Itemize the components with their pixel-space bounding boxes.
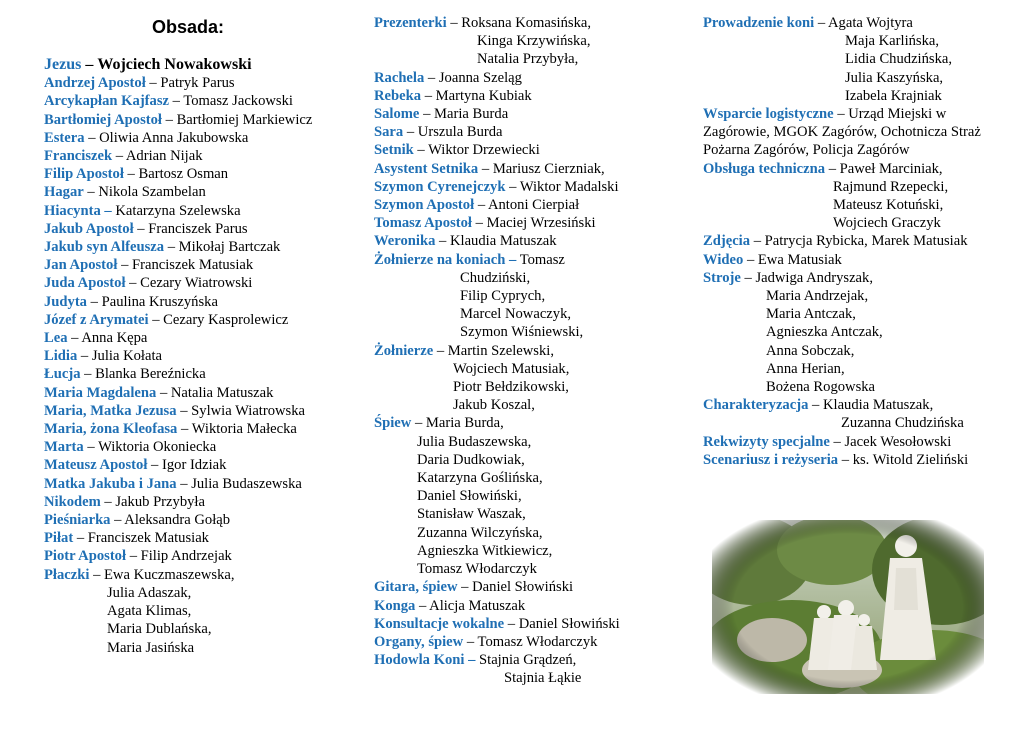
cast-entry: Marta – Wiktoria Okoniecka [44, 439, 217, 456]
cast-entry: Lea – Anna Kępa [44, 330, 148, 347]
cast-entry: Lidia – Julia Kołata [44, 348, 162, 365]
cast-continuation: Julia Adaszak, [107, 584, 192, 601]
cast-continuation: Agata Klimas, [107, 603, 192, 620]
cast-continuation: Stanisław Waszak, [417, 506, 526, 523]
cast-entry: Obsługa techniczna – Paweł Marciniak, [703, 160, 943, 177]
cast-continuation: Maria Jasińska [107, 639, 195, 656]
cast-continuation: Chudziński, [460, 269, 531, 286]
cast-continuation: Wojciech Matusiak, [453, 360, 570, 377]
cast-entry: Bartłomiej Apostoł – Bartłomiej Markiewicz [44, 111, 313, 128]
cast-entry: Juda Apostoł – Cezary Wiatrowski [44, 275, 253, 292]
cast-entry: Pieśniarka – Aleksandra Gołąb [44, 512, 231, 529]
cast-continuation: Szymon Wiśniewski, [460, 324, 584, 341]
cast-entry: Szymon Cyrenejczyk – Wiktor Madalski [374, 178, 619, 195]
photo-vignette [712, 520, 984, 694]
cast-column-3 [703, 14, 993, 469]
cast-entry: Piłat – Franciszek Matusiak [44, 530, 209, 547]
cast-continuation: Maja Karlińska, [845, 33, 940, 50]
cast-continuation: Jakub Koszal, [453, 397, 535, 414]
cast-continuation: Zuzanna Wilczyńska, [417, 524, 543, 541]
cast-continuation: Piotr Bełdzikowski, [453, 379, 569, 396]
cast-entry: Gitara, śpiew – Daniel Słowiński [374, 579, 574, 596]
cast-continuation: Kinga Krzywińska, [477, 33, 591, 50]
cast-entry: Rekwizyty specjalne – Jacek Wesołowski [703, 433, 952, 450]
cast-entry: Mateusz Apostoł – Igor Idziak [44, 457, 227, 474]
cast-entry: Stroje – Jadwiga Andryszak, [703, 269, 873, 286]
cast-entry: Zdjęcia – Patrycja Rybicka, Marek Matusiak [703, 233, 968, 250]
cast-entry: Konga – Alicja Matuszak [374, 597, 526, 614]
cast-entry: Prowadzenie koni – Agata Wojtyra [703, 15, 913, 31]
cast-entry: Salome – Maria Burda [374, 106, 509, 123]
cast-entry: Matka Jakuba i Jana – Julia Budaszewska [44, 475, 302, 492]
cast-entry: Maria Magdalena – Natalia Matuszak [44, 384, 274, 401]
cast-continuation: Natalia Przybyła, [477, 51, 579, 68]
cast-entry: Śpiew – Maria Burda, [374, 415, 504, 432]
cast-entry: Charakteryzacja – Klaudia Matuszak, [703, 397, 934, 414]
statues-in-garden-photo [712, 520, 984, 694]
cast-entry: Jezus – Wojciech Nowakowski [44, 56, 252, 73]
cast-continuation: Maria Antczak, [766, 306, 856, 323]
cast-entry: Rachela – Joanna Szeląg [374, 69, 522, 86]
cast-entry: Hagar – Nikola Szambelan [44, 184, 206, 201]
cast-entry: Jakub Apostoł – Franciszek Parus [44, 220, 248, 237]
cast-entry: Rebeka – Martyna Kubiak [374, 87, 532, 104]
cast-continuation: Bożena Rogowska [766, 379, 876, 396]
cast-entry: Setnik – Wiktor Drzewiecki [374, 142, 540, 159]
cast-entry: Filip Apostoł – Bartosz Osman [44, 166, 229, 183]
cast-continuation: Julia Budaszewska, [417, 433, 532, 450]
cast-continuation: Lidia Chudzińska, [845, 51, 953, 68]
cast-entry: Tomasz Apostoł – Maciej Wrzesiński [374, 215, 596, 232]
cast-continuation: Stajnia Łąkie [504, 670, 582, 687]
cast-continuation: Marcel Nowaczyk, [460, 306, 572, 323]
cast-continuation: Mateusz Kotuński, [833, 197, 944, 214]
cast-entry: Wsparcie logistyczne – Urząd Miejski w Zagórowie, MGOK Zagórów, Ochotnicza Straż Pożarna Zagórów, Policja Zagórów [703, 106, 981, 159]
cast-entry: Hiacynta – Katarzyna Szelewska [44, 202, 241, 219]
cast-entry: Wideo – Ewa Matusiak [703, 251, 842, 268]
cast-continuation: Anna Herian, [766, 360, 845, 377]
cast-entry: Żołnierze na koniach – Tomasz [374, 251, 565, 268]
cast-column-2 [374, 14, 674, 688]
cast-entry: Scenariusz i reżyseria – ks. Witold Zieliński [703, 451, 969, 468]
cast-continuation: Daria Dudkowiak, [417, 451, 525, 468]
cast-entry: Sara – Urszula Burda [374, 124, 503, 141]
cast-entry: Prezenterki – Roksana Komasińska, [374, 15, 591, 31]
cast-entry: Arcykapłan Kajfasz – Tomasz Jackowski [44, 93, 293, 110]
cast-entry: Maria, żona Kleofasa – Wiktoria Małecka [44, 421, 297, 438]
cast-entry: Judyta – Paulina Kruszyńska [44, 293, 218, 310]
cast-continuation: Maria Andrzejak, [766, 288, 869, 305]
cast-entry: Andrzej Apostoł – Patryk Parus [44, 75, 235, 92]
page-title: Obsada: [151, 17, 225, 37]
cast-entry: Konsultacje wokalne – Daniel Słowiński [374, 615, 620, 632]
cast-entry: Żołnierze – Martin Szelewski, [374, 342, 554, 359]
cast-entry: Płaczki – Ewa Kuczmaszewska, [44, 566, 235, 583]
cast-continuation: Agnieszka Antczak, [766, 324, 883, 341]
cast-entry: Franciszek – Adrian Nijak [44, 148, 203, 165]
cast-entry: Organy, śpiew – Tomasz Włodarczyk [374, 633, 598, 650]
cast-entry: Jakub syn Alfeusza – Mikołaj Bartczak [44, 239, 281, 256]
cast-continuation: Julia Kaszyńska, [845, 69, 944, 86]
cast-entry: Hodowla Koni – Stajnia Grądzeń, [374, 652, 577, 669]
cast-continuation: Filip Cyprych, [460, 288, 546, 305]
cast-continuation: Katarzyna Goślińska, [417, 470, 543, 487]
cast-continuation: Agnieszka Witkiewicz, [417, 542, 553, 559]
cast-continuation: Zuzanna Chudzińska [841, 415, 964, 432]
cast-continuation: Maria Dublańska, [107, 621, 212, 638]
cast-column-1 [44, 14, 344, 657]
cast-continuation: Daniel Słowiński, [417, 488, 522, 505]
cast-entry: Weronika – Klaudia Matuszak [374, 233, 557, 250]
cast-entry: Asystent Setnika – Mariusz Cierzniak, [374, 160, 605, 177]
cast-continuation: Anna Sobczak, [766, 342, 855, 359]
cast-entry: Estera – Oliwia Anna Jakubowska [44, 129, 249, 146]
cast-entry: Maria, Matka Jezusa – Sylwia Wiatrowska [44, 402, 306, 419]
cast-continuation: Wojciech Graczyk [833, 215, 941, 232]
cast-entry: Łucja – Blanka Bereźnicka [44, 366, 206, 383]
cast-entry: Józef z Arymatei – Cezary Kasprolewicz [44, 311, 289, 328]
cast-entry: Nikodem – Jakub Przybyła [44, 493, 205, 510]
cast-continuation: Izabela Krajniak [845, 87, 942, 104]
cast-entry: Szymon Apostoł – Antoni Cierpiał [374, 197, 580, 214]
cast-continuation: Rajmund Rzepecki, [833, 178, 949, 195]
cast-entry: Jan Apostoł – Franciszek Matusiak [44, 257, 254, 274]
cast-entry: Piotr Apostoł – Filip Andrzejak [44, 548, 232, 565]
cast-continuation: Tomasz Włodarczyk [417, 561, 537, 578]
